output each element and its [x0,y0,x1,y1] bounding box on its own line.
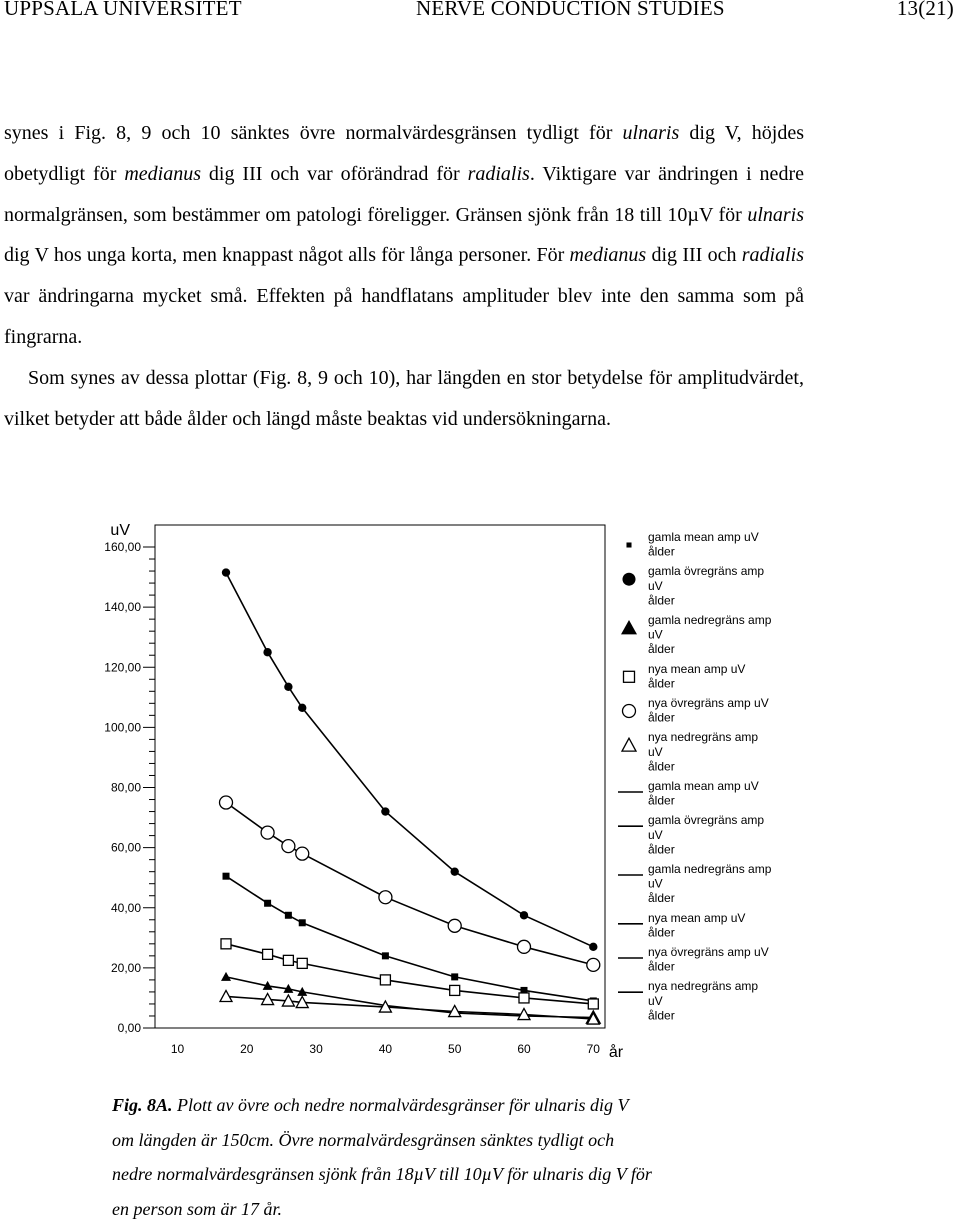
legend-label: gamla nedregräns amp [648,613,772,627]
legend-label: ålder [648,593,675,608]
legend-symbol [622,738,636,751]
p1-italic-4: ulnaris [747,203,804,226]
data-point [450,985,460,995]
legend-label: gamla nedregräns amp [648,862,772,876]
legend-label: nya mean amp uV [648,661,746,676]
data-point [285,912,292,919]
legend-symbol [621,620,637,634]
p1-text-6: dig III och [646,244,742,267]
series-line [226,876,593,1001]
x-tick-label: 50 [448,1042,462,1056]
data-point [297,958,307,968]
p1-text-3: dig III och var oförändrad för [200,162,468,185]
data-point [221,939,231,949]
p1-text-1: synes i Fig. 8, 9 och 10 sänktes övre normalvärdesgränsen tydligt för [4,122,623,144]
figure-chart [0,510,960,1070]
y-tick-label: 120,00 [104,660,141,675]
legend-label: gamla mean amp uV [648,779,759,793]
chart-svg [0,510,960,1070]
legend-label: uV [648,627,663,642]
data-point [587,958,600,971]
data-point [299,919,306,926]
data-point [283,955,293,965]
header-center: NERVE CONDUCTION STUDIES [416,0,725,20]
y-axis-label: uV [110,522,130,539]
data-point [520,911,528,919]
data-point [298,704,306,712]
data-point [379,891,392,904]
data-point [451,867,459,875]
legend-symbol [626,542,631,547]
data-point [221,972,231,981]
data-point [264,900,271,907]
legend-label: nya övregräns amp uV [648,945,769,959]
y-tick-label: 140,00 [104,600,141,615]
y-tick-label: 0,00 [117,1021,141,1035]
legend-label: ålder [648,842,675,857]
x-axis-label: år [608,1044,624,1061]
header-right: 13(21) [896,0,954,20]
series-line [226,573,593,947]
legend-label: uV [648,827,663,842]
legend-symbol [622,573,635,586]
p1-text-7: var ändringarna mycket små. Effekten på handflatans amplituder blev inte den samma som på fingrarna. [4,285,804,348]
y-tick-label: 100,00 [104,720,141,735]
data-point [223,873,230,880]
legend-label: uV [648,744,663,759]
data-point [261,826,274,839]
y-tick-label: 80,00 [110,780,141,795]
data-point [296,847,309,860]
p1-text-4: . Viktigare var ändringen i nedre normalgränsen, som bestämmer om patologi föreligger. Gränsen sjönk från 18 till 10µV för [4,162,804,226]
data-point [589,943,597,951]
x-tick-label: 30 [309,1042,323,1056]
legend-label: nya nedregräns amp [648,979,759,994]
legend-label: ålder [648,1008,675,1023]
legend-label: nya nedregräns amp [648,730,759,745]
legend-label: ålder [648,959,675,974]
caption-text: Plott av övre och nedre normalvärdesgränser för ulnaris dig V om längden är 150cm. Övre normalvärdesgränsen sänktes tydligt och nedre normalvärdesgränsen sjönk från 18µV till 10µV för ulnaris dig V för en person som är 17 år. [112,1095,652,1219]
data-point [451,973,458,980]
legend-label: ålder [648,544,675,559]
y-tick-label: 160,00 [104,540,141,554]
legend-label: ålder [648,710,675,725]
legend-label: ålder [648,676,675,691]
x-tick-label: 40 [378,1042,393,1056]
data-point [222,568,230,576]
legend-label: gamla övregräns amp [648,564,765,579]
legend-label: nya övregräns amp uV [648,696,769,710]
x-tick-label: 60 [517,1042,531,1056]
legend-label: uV [648,993,663,1008]
x-tick-label: 70 [586,1042,600,1056]
data-point [382,952,389,959]
data-point [263,949,273,959]
data-point [381,807,389,815]
x-tick-label: 10 [170,1042,185,1056]
y-tick-label: 40,00 [110,900,141,915]
p1-italic-6: radialis [741,244,804,267]
figure-caption [112,1088,652,1226]
paragraph-2: Som synes av dessa plottar (Fig. 8, 9 och 10), har längden en stor betydelse för amplitudvärdet, vilket betyder att både ålder och längd måste beaktas vid undersökningarna. [4,366,804,430]
data-point [380,975,390,985]
p1-italic-1: ulnaris [622,122,680,144]
y-tick-label: 60,00 [110,840,141,855]
data-point [518,940,531,953]
p1-italic-5: medianus [569,244,647,267]
legend-label: gamla mean amp uV [648,530,759,544]
series-line [226,803,593,965]
data-point [519,993,529,1003]
legend-symbol [623,705,636,718]
data-point [220,796,233,809]
p1-text-5: dig V hos unga korta, men knappast något alls för långa personer. För [4,244,570,267]
data-point [448,919,461,932]
legend-label: ålder [648,759,675,774]
header-left: UPPSALA UNIVERSITET [4,0,242,20]
p1-italic-3: radialis [467,162,530,185]
legend-label: gamla övregräns amp [648,813,765,828]
legend-symbol [624,671,635,682]
legend-label: ålder [648,925,675,940]
legend-label: ålder [648,891,675,906]
paragraph-1 [4,113,804,358]
caption-label: Fig. 8A. [112,1095,173,1115]
y-tick-label: 20,00 [110,960,141,975]
plot-frame [155,525,605,1028]
legend-label: nya mean amp uV [648,910,746,925]
data-point [284,683,292,691]
legend-label: ålder [648,793,675,808]
data-point [263,648,271,656]
x-tick-label: 20 [240,1042,254,1056]
legend-label: ålder [648,642,675,657]
data-point [282,840,295,853]
data-point [588,999,598,1009]
series-line [226,944,593,1004]
p1-italic-2: medianus [124,162,201,185]
legend-label: uV [648,876,663,891]
legend-label: uV [648,578,663,593]
p1-text-2: dig V, höjdes obetydligt för [4,122,805,185]
body-text [4,113,804,439]
